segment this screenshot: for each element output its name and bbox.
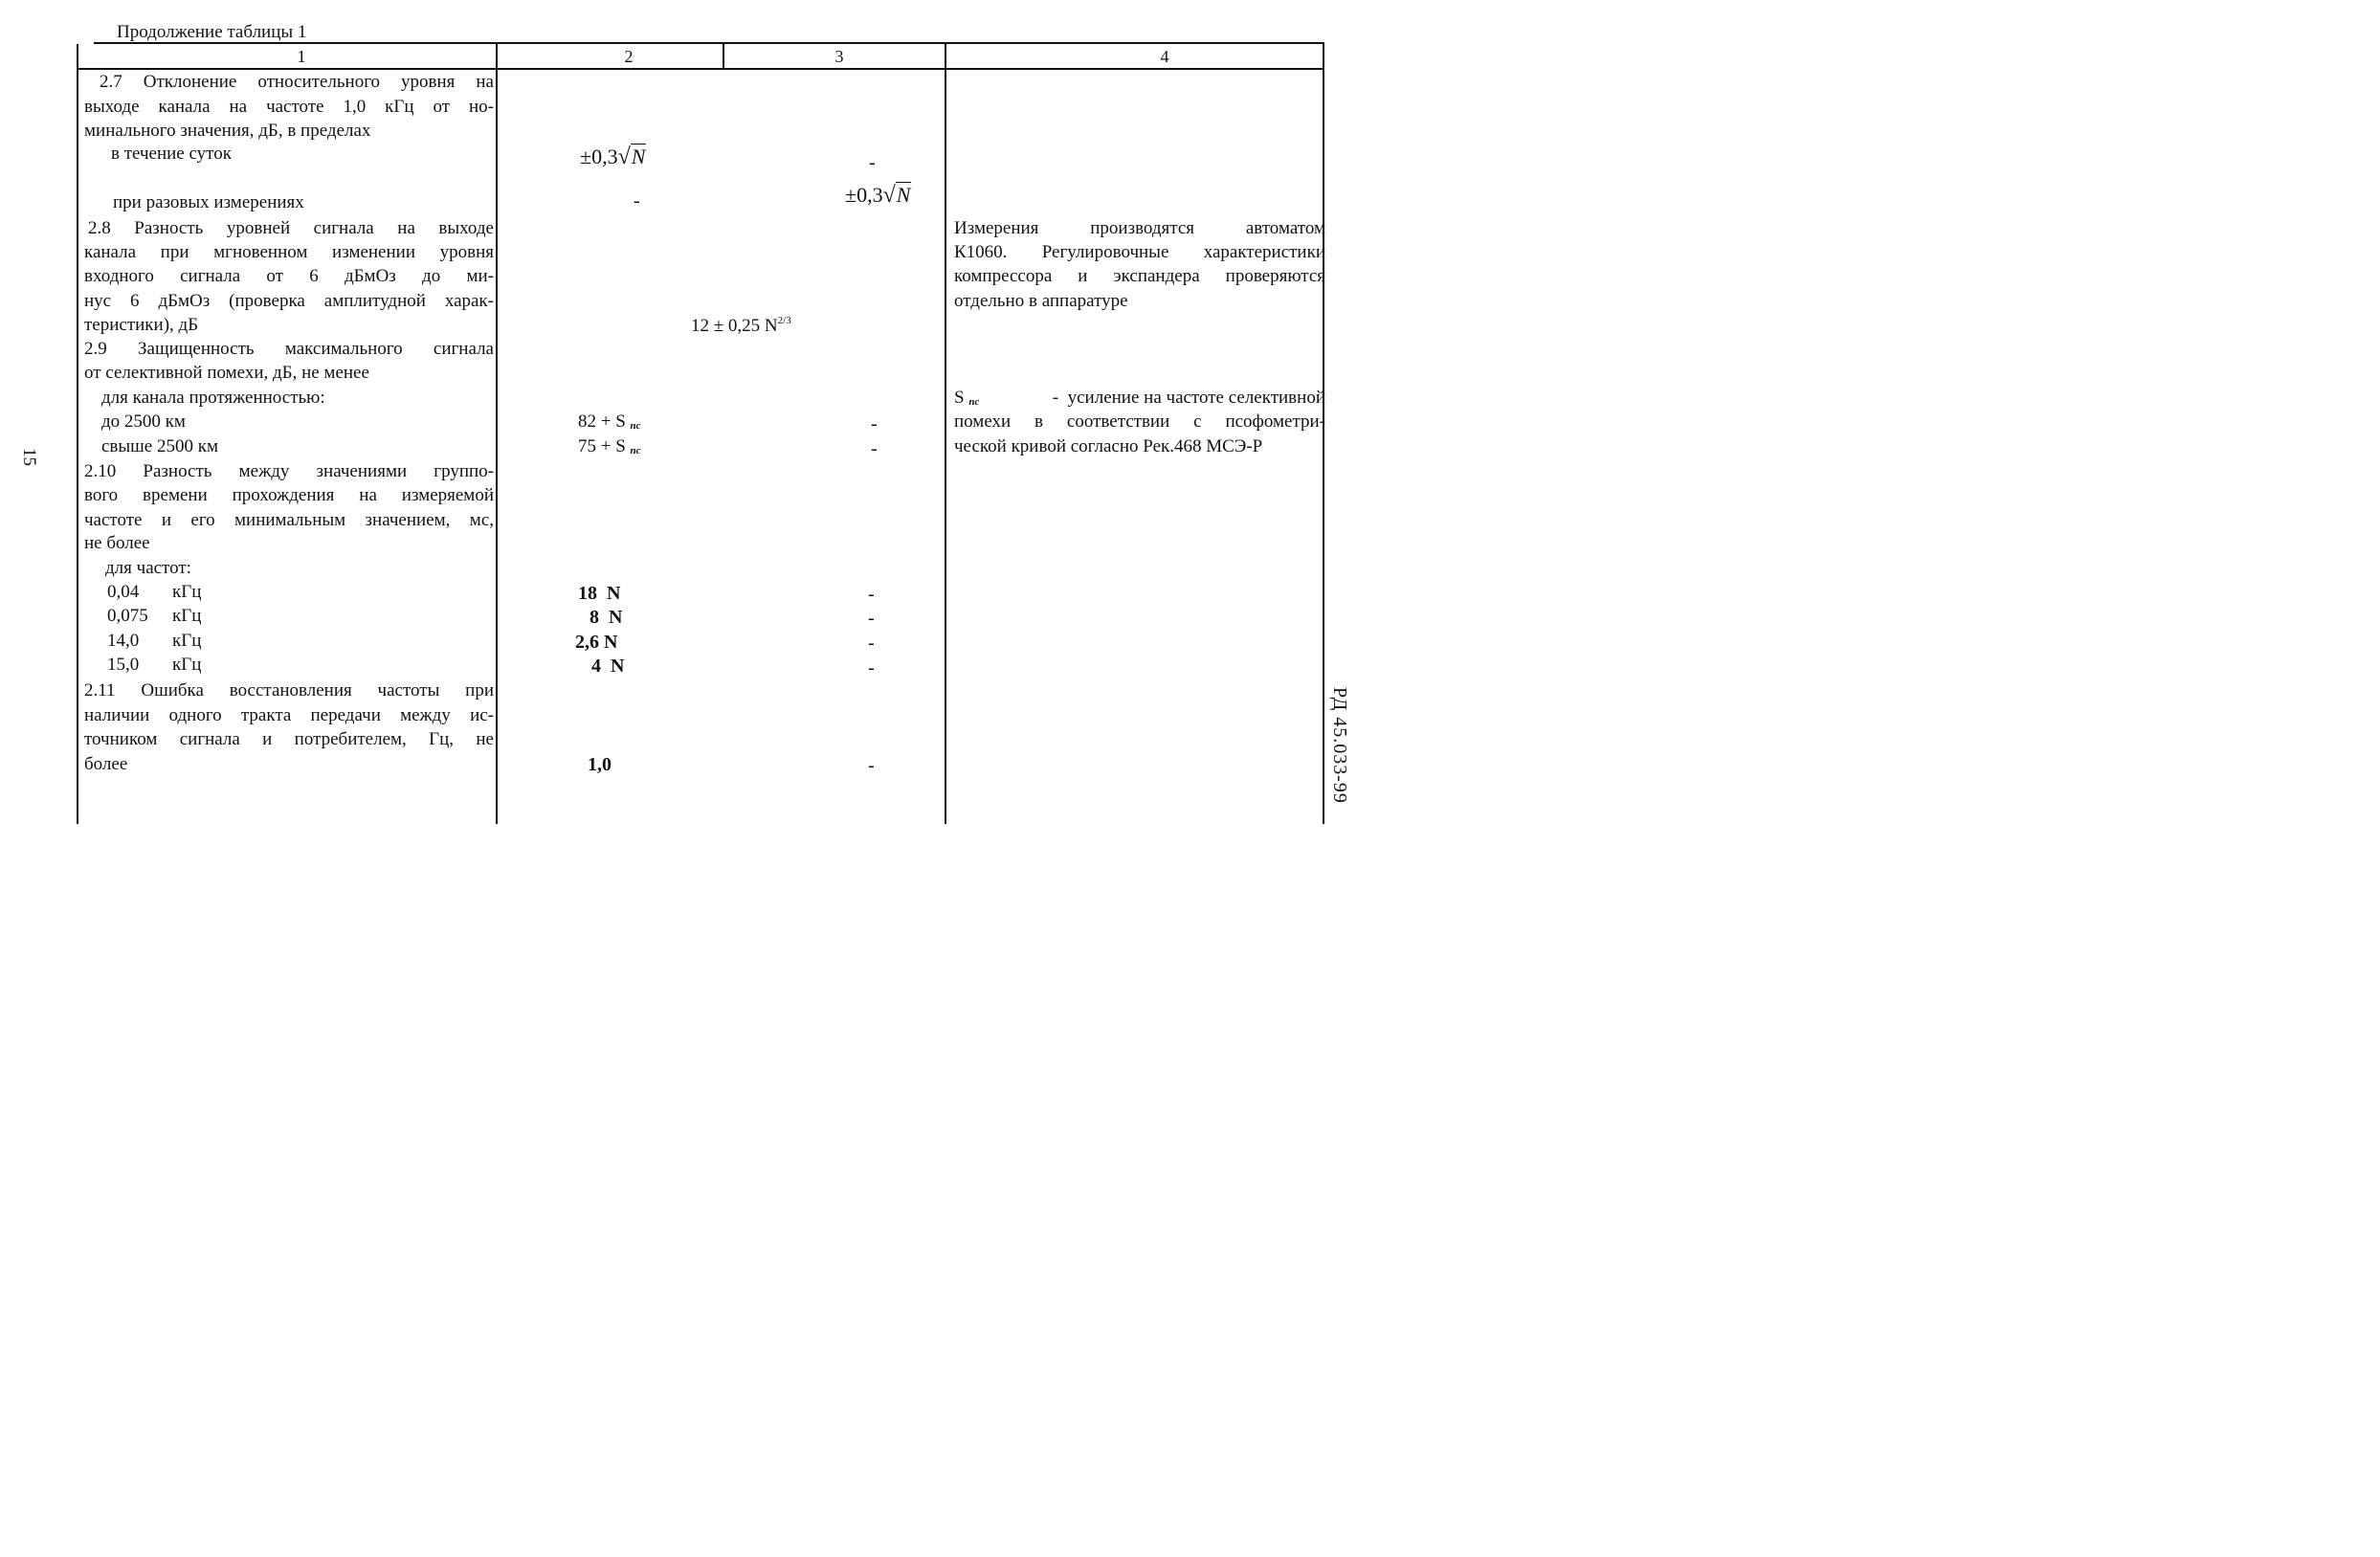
table-top-border: [94, 42, 1324, 44]
freq-0-col3: -: [868, 584, 875, 605]
row-2-9-value-long-main: 75 + S: [578, 436, 626, 456]
row-2-9-text-line-1: 2.9 Защищенность максимального сигнала: [84, 339, 494, 359]
row-2-9-long-col3: -: [871, 438, 878, 459]
row-2-11-col2: 1,0: [588, 754, 612, 775]
row-2-9-value-short-main: 82 + S: [578, 411, 626, 432]
column-header-2: 2: [624, 47, 634, 66]
freq-0-col2: 18 N: [578, 583, 621, 604]
row-2-9-text-line-4: до 2500 км: [101, 411, 186, 432]
row-2-8-text-line-5: теристики), дБ: [84, 315, 199, 335]
table-caption: Продолжение таблицы 1: [117, 22, 307, 42]
sqrt-radicand: N: [631, 145, 646, 168]
row-2-8-note-line-2: К1060. Регулировочные характеристики: [954, 242, 1325, 262]
row-2-7-text-line-4: в течение суток: [111, 144, 232, 164]
column-divider-3: [945, 44, 946, 824]
row-2-8-value-main: 12 ± 0,25 N: [691, 316, 778, 336]
row-2-9-note-line-1: [954, 389, 1325, 408]
row-2-9-note-symbol-letter: S: [954, 388, 965, 408]
row-2-8-note-line-3: компрессора и экспандера проверяются: [954, 266, 1325, 286]
row-2-10-text-line-5: для частот:: [105, 558, 191, 578]
row-2-9-note-symbol: [954, 389, 979, 408]
freq-2-col2: 2,6 N: [575, 632, 618, 653]
row-2-8-note-line-1: Измерения производятся автоматом: [954, 218, 1325, 238]
row-2-7-single-value-coef: ±0,3: [845, 183, 883, 207]
row-2-7-text-line-1: 2.7 Отклонение относительного уровня на: [100, 72, 494, 92]
freq-0-value: 0,04: [107, 582, 140, 602]
document-code: РД 45.033-99: [1329, 687, 1350, 804]
freq-1-col2: 8 N: [589, 607, 623, 628]
row-2-7-text-line-5: при разовых измерениях: [113, 192, 304, 212]
row-2-8-text-line-1: 2.8 Разность уровней сигнала на выходе: [88, 218, 494, 238]
row-2-7-daily-col3: -: [869, 152, 876, 173]
row-2-9-note-line-3: ческой кривой согласно Рек.468 МСЭ-Р: [954, 436, 1263, 456]
table-right-border: [1323, 44, 1324, 824]
row-2-7-single-col2: -: [634, 190, 640, 211]
freq-2-value: 14,0: [107, 631, 140, 651]
row-2-9-text-line-2: от селективной помехи, дБ, не менее: [84, 363, 369, 383]
row-2-9-value-long-sub: пс: [630, 445, 641, 456]
table-header-bottom-border: [77, 68, 1324, 70]
row-2-9-note-symbol-sub: пс: [968, 396, 980, 408]
row-2-10-text-line-1: 2.10 Разность между значениями группо-: [84, 461, 494, 481]
column-divider-1: [496, 44, 498, 824]
row-2-9-text-line-3: для канала протяженностью:: [101, 388, 325, 408]
row-2-10-text-line-3: частоте и его минимальным значением, мс,: [84, 510, 494, 530]
freq-0-unit: кГц: [172, 582, 202, 602]
freq-3-col2: 4 N: [591, 656, 625, 677]
row-2-9-value-short: [578, 412, 641, 432]
row-2-11-col3: -: [868, 755, 875, 776]
freq-3-unit: кГц: [172, 655, 202, 675]
row-2-8-text-line-3: входного сигнала от 6 дБмОз до ми-: [84, 266, 494, 286]
sqrt-symbol: √N: [882, 183, 911, 208]
column-header-3: 3: [834, 47, 844, 66]
row-2-11-text-line-4: более: [84, 754, 128, 774]
row-2-11-text-line-3: точником сигнала и потребителем, Гц, не: [84, 729, 494, 749]
table-left-border: [77, 44, 78, 824]
row-2-10-text-line-2: вого времени прохождения на измеряемой: [84, 485, 494, 505]
row-2-7-text-line-3: минального значения, дБ, в пределах: [84, 121, 371, 141]
sqrt-symbol: √N: [617, 145, 646, 169]
row-2-9-value-short-sub: пс: [630, 420, 641, 432]
row-2-8-value-exponent: 2/3: [777, 315, 791, 326]
row-2-8-text-line-4: нус 6 дБмОз (проверка амплитудной харак-: [84, 291, 494, 311]
row-2-7-single-value: [845, 184, 911, 207]
row-2-8-value: [691, 316, 791, 335]
freq-1-unit: кГц: [172, 606, 202, 626]
freq-1-value: 0,075: [107, 606, 148, 626]
column-header-1: 1: [297, 47, 306, 66]
row-2-9-note-line-1-text: - усиление на частоте селективной: [1048, 388, 1325, 408]
row-2-7-daily-value-coef: ±0,3: [580, 145, 618, 168]
row-2-9-value-long: [578, 437, 641, 456]
row-2-9-text-line-5: свыше 2500 км: [101, 436, 218, 456]
column-divider-2: [723, 44, 724, 69]
column-header-4: 4: [1160, 47, 1169, 66]
page-number: 15: [19, 448, 39, 466]
row-2-7-daily-value: [580, 145, 646, 168]
sqrt-radicand: N: [896, 183, 911, 207]
row-2-7-text-line-2: выходе канала на частоте 1,0 кГц от но-: [84, 97, 494, 117]
freq-3-col3: -: [868, 657, 875, 678]
row-2-9-short-col3: -: [871, 413, 878, 434]
freq-1-col3: -: [868, 608, 875, 629]
row-2-10-text-line-4: не более: [84, 533, 150, 553]
row-2-11-text-line-2: наличии одного тракта передачи между ис-: [84, 705, 494, 725]
row-2-11-text-line-1: 2.11 Ошибка восстановления частоты при: [84, 680, 494, 701]
row-2-8-text-line-2: канала при мгновенном изменении уровня: [84, 242, 494, 262]
row-2-8-note-line-4: отдельно в аппаратуре: [954, 291, 1128, 311]
row-2-9-note-line-2: помехи в соответствии с псофометри-: [954, 411, 1325, 432]
freq-3-value: 15,0: [107, 655, 140, 675]
freq-2-unit: кГц: [172, 631, 202, 651]
freq-2-col3: -: [868, 633, 875, 654]
